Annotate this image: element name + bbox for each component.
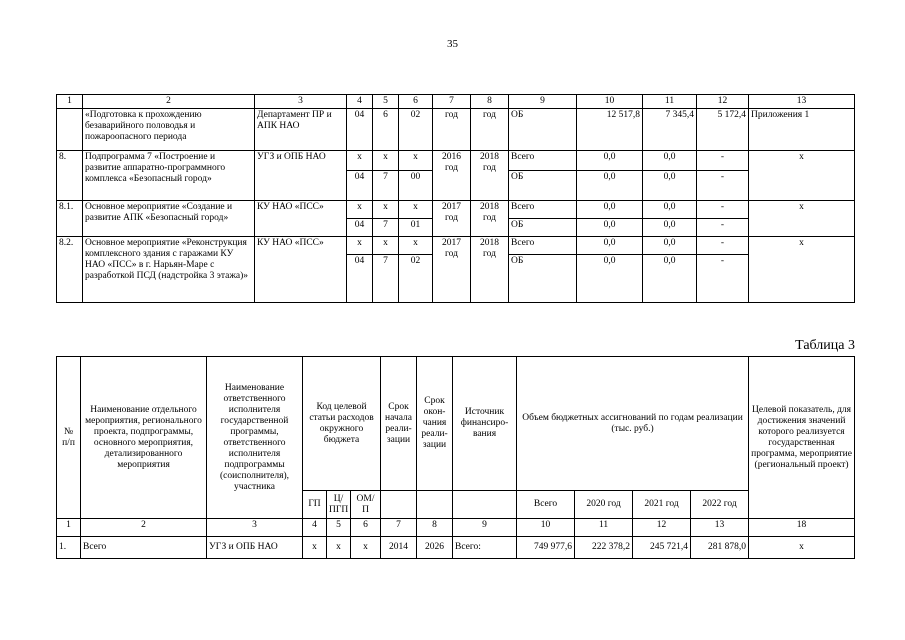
column-number-row	[57, 95, 855, 109]
header-om: ОМ/ П	[351, 491, 381, 519]
header-no: № п/п	[57, 357, 81, 519]
header-empty	[417, 491, 453, 519]
row-total: 0,0	[577, 151, 643, 171]
col-num: 8	[471, 95, 509, 109]
row-om: x	[351, 537, 381, 559]
row-2021: 245 721,4	[633, 537, 691, 559]
row-end: 2018 год	[471, 201, 509, 237]
row-target: x	[749, 201, 855, 237]
row-2020: 0,0	[643, 255, 697, 303]
col-num: 9	[509, 95, 577, 109]
row-end: 2018 год	[471, 151, 509, 201]
row-name: Основное мероприятие «Реконструкция комплексного здания с гаражами КУ НАО «ПСС» в г. Нарьян-Маре с разработкой ПСД (надстройка 3 этажа)»	[83, 237, 255, 303]
row-2020: 0,0	[643, 237, 697, 255]
row-om: 02	[399, 255, 433, 303]
row-target: x	[749, 151, 855, 201]
col-num: 12	[633, 519, 691, 537]
row-om: x	[399, 237, 433, 255]
row-gp: 04	[347, 255, 373, 303]
header-total: Всего	[517, 491, 575, 519]
header-executor: Наименование ответственного исполнителя государственной программы, ответственного исполнителя подпрограммы (соисполнителя), участника	[207, 357, 303, 519]
header-source: Источник финансиро-вания	[453, 357, 517, 491]
row-executor: КУ НАО «ПСС»	[255, 201, 347, 237]
page-number: 35	[447, 38, 458, 50]
col-num: 13	[691, 519, 749, 537]
col-num: 7	[381, 519, 417, 537]
row-total: 0,0	[577, 255, 643, 303]
header-2022: 2022 год	[691, 491, 749, 519]
row-total: 0,0	[577, 219, 643, 237]
table-row	[57, 537, 855, 559]
row-gp: 04	[347, 171, 373, 201]
row-gp: 04	[347, 219, 373, 237]
header-budget: Объем бюджетных ассигнований по годам реализации (тыс. руб.)	[517, 357, 749, 491]
col-num: 11	[575, 519, 633, 537]
row-total: 0,0	[577, 201, 643, 219]
header-gp: ГП	[303, 491, 327, 519]
row-pgp: 7	[373, 219, 399, 237]
col-num: 1	[57, 95, 83, 109]
row-source: ОБ	[509, 171, 577, 201]
row-2021: -	[697, 201, 749, 219]
row-2021: 5 172,4	[697, 109, 749, 151]
header-empty	[381, 491, 417, 519]
row-total: 0,0	[577, 237, 643, 255]
row-2021: -	[697, 171, 749, 201]
row-om: 01	[399, 219, 433, 237]
table-caption: Таблица 3	[795, 338, 855, 353]
col-num: 3	[255, 95, 347, 109]
row-pgp: 6	[373, 109, 399, 151]
column-number-row	[57, 519, 855, 537]
row-name: Всего	[81, 537, 207, 559]
row-source: ОБ	[509, 219, 577, 237]
row-gp: x	[347, 201, 373, 219]
row-2020: 222 378,2	[575, 537, 633, 559]
row-executor: УГЗ и ОПБ НАО	[207, 537, 303, 559]
row-pgp: x	[373, 151, 399, 171]
header-end: Срок окон-чания реали-зации	[417, 357, 453, 491]
col-num: 5	[327, 519, 351, 537]
row-gp: x	[347, 237, 373, 255]
col-num: 3	[207, 519, 303, 537]
col-num: 2	[81, 519, 207, 537]
col-num: 7	[433, 95, 471, 109]
row-2021: -	[697, 237, 749, 255]
col-num: 6	[351, 519, 381, 537]
row-pgp: x	[373, 201, 399, 219]
col-num: 10	[517, 519, 575, 537]
continuation-table	[56, 94, 855, 303]
row-om: x	[399, 151, 433, 171]
row-om: x	[399, 201, 433, 219]
row-om: 00	[399, 171, 433, 201]
row-gp: x	[347, 151, 373, 171]
row-end: 2018 год	[471, 237, 509, 303]
row-pgp: 7	[373, 171, 399, 201]
row-source: Всего	[509, 237, 577, 255]
col-num: 2	[83, 95, 255, 109]
col-num: 18	[749, 519, 855, 537]
row-2021: -	[697, 219, 749, 237]
row-source: Всего	[509, 201, 577, 219]
row-executor: КУ НАО «ПСС»	[255, 237, 347, 303]
row-target: x	[749, 237, 855, 303]
col-num: 1	[57, 519, 81, 537]
row-source: ОБ	[509, 255, 577, 303]
table-row	[57, 201, 855, 219]
row-start: год	[433, 109, 471, 151]
row-start: 2017 год	[433, 201, 471, 237]
row-end: год	[471, 109, 509, 151]
col-num: 11	[643, 95, 697, 109]
col-num: 10	[577, 95, 643, 109]
row-end: 2026	[417, 537, 453, 559]
header-code: Код целевой статьи расходов окружного бюджета	[303, 357, 381, 491]
budget-table	[56, 356, 855, 559]
header-row	[57, 357, 855, 491]
row-executor: УГЗ и ОПБ НАО	[255, 151, 347, 201]
table-row	[57, 237, 855, 255]
row-2020: 0,0	[643, 151, 697, 171]
row-number: 8.	[57, 151, 83, 201]
col-num: 8	[417, 519, 453, 537]
header-start: Срок начала реали-зации	[381, 357, 417, 491]
row-start: 2017 год	[433, 237, 471, 303]
header-pgp: Ц/ ПГП	[327, 491, 351, 519]
row-name: Подпрограмма 7 «Построение и развитие аппаратно-программного комплекса «Безопасный город»	[83, 151, 255, 201]
col-num: 13	[749, 95, 855, 109]
table-row	[57, 151, 855, 171]
row-2020: 0,0	[643, 201, 697, 219]
row-target: Приложения 1	[749, 109, 855, 151]
header-name: Наименование отдельного мероприятия, регионального проекта, подпрограммы, основного мероприятия, детализированного мероприятия	[81, 357, 207, 519]
row-source: ОБ	[509, 109, 577, 151]
header-2020: 2020 год	[575, 491, 633, 519]
row-gp: x	[303, 537, 327, 559]
row-source: Всего	[509, 151, 577, 171]
col-num: 4	[303, 519, 327, 537]
col-num: 9	[453, 519, 517, 537]
header-2021: 2021 год	[633, 491, 691, 519]
col-num: 4	[347, 95, 373, 109]
row-pgp: x	[327, 537, 351, 559]
row-2021: -	[697, 255, 749, 303]
row-total: 0,0	[577, 171, 643, 201]
row-start: 2014	[381, 537, 417, 559]
row-2021: -	[697, 151, 749, 171]
row-executor: Департамент ПР и АПК НАО	[255, 109, 347, 151]
row-name: Основное мероприятие «Создание и развитие АПК «Безопасный город»	[83, 201, 255, 237]
row-pgp: x	[373, 237, 399, 255]
row-total: 12 517,8	[577, 109, 643, 151]
col-num: 6	[399, 95, 433, 109]
row-total: 749 977,6	[517, 537, 575, 559]
header-target: Целевой показатель, для достижения значений которого реализуется государственная программа, мероприятие (региональный проект)	[749, 357, 855, 519]
row-number	[57, 109, 83, 151]
row-target: x	[749, 537, 855, 559]
row-number: 8.1.	[57, 201, 83, 237]
col-num: 5	[373, 95, 399, 109]
row-number: 8.2.	[57, 237, 83, 303]
row-2022: 281 878,0	[691, 537, 749, 559]
row-pgp: 7	[373, 255, 399, 303]
row-2020: 0,0	[643, 219, 697, 237]
col-num: 12	[697, 95, 749, 109]
row-source: Всего:	[453, 537, 517, 559]
row-start: 2016 год	[433, 151, 471, 201]
row-number: 1.	[57, 537, 81, 559]
row-om: 02	[399, 109, 433, 151]
header-empty	[453, 491, 517, 519]
row-2020: 7 345,4	[643, 109, 697, 151]
row-gp: 04	[347, 109, 373, 151]
row-name: «Подготовка к прохождению безаварийного половодья и пожароопасного периода	[83, 109, 255, 151]
row-2020: 0,0	[643, 171, 697, 201]
table-row	[57, 109, 855, 151]
